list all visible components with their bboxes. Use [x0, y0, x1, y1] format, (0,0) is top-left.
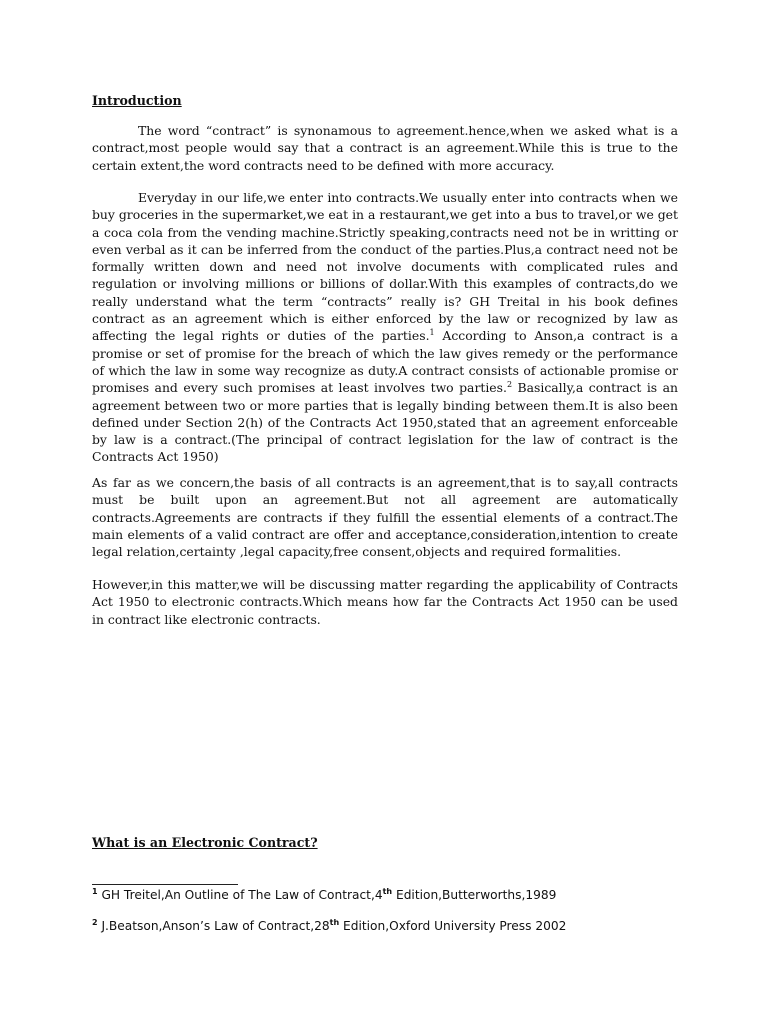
- electronic-contract-heading: What is an Electronic Contract?: [92, 835, 318, 850]
- footnote-2: [92, 918, 692, 934]
- footnote-text: J.Beatson,Anson’s Law of Contract,28: [97, 919, 330, 933]
- footnote-reference-1[interactable]: 1: [429, 328, 435, 338]
- paragraph-text: Basically,a contract is an agreement between two or more parties that is legally binding between them.It is also been defined under Section 2(h) of the Contracts Act 1950,stated that an agreement enforceable by law is a contract.(The principal of contract legislation for the law of contract is the Contracts Act 1950): [92, 380, 678, 465]
- footnote-text: GH Treitel,An Outline of The Law of Contract,4: [97, 888, 383, 902]
- footnote-reference-2[interactable]: 2: [506, 380, 513, 390]
- paragraph-everyday-contracts: [92, 189, 678, 466]
- footnote-text: Edition,Oxford University Press 2002: [339, 919, 567, 933]
- footnote-ordinal: th: [329, 917, 340, 927]
- footnote-ordinal: th: [382, 886, 393, 896]
- introduction-heading: Introduction: [92, 93, 182, 108]
- footnote-mark: 2: [92, 917, 98, 927]
- paragraph-text: According to Anson,a contract is a promise or set of promise for the breach of which the law gives remedy or the performance of which the law in some way recognize as duty.A contract consists of actionable promise or promises and every such promises at least involves two parties.: [92, 328, 678, 396]
- paragraph-elements: As far as we concern,the basis of all contracts is an agreement,that is to say,all contracts must be built upon an agreement.But not all agreement are automatically contracts.Agreements are contracts if they fulfill the essential elements of a contract.The main elements of a valid contract are offer and acceptance,consideration,intention to create legal relation,certainty ,legal capacity,free consent,objects and required formalities.: [92, 475, 678, 560]
- footnote-separator: [92, 884, 238, 885]
- paragraph-definition: The word “contract” is synonamous to agreement.hence,when we asked what is a contract,most people would say that a contract is an agreement.While this is true to the certain extent,the word contracts need to be defined with more accuracy.: [92, 123, 678, 173]
- paragraph-text: Everyday in our life,we enter into contracts.We usually enter into contracts when we buy groceries in the supermarket,we eat in a restaurant,we get into a bus to travel,or we get a coca cola from the vending machine.Strictly speaking,contracts need not be in writting or even verbal as it can be inferred from the conduct of the parties.Plus,a contract need not be formally written down and need not involve documents with complicated rules and regulation or involving millions or billions of dollar.With this examples of contracts,do we really understand what the term “contracts” really is? GH Treital in his book defines contract as an agreement which is either enforced by the law or recognized by law as affecting the legal rights or duties of the parties.: [92, 190, 678, 344]
- footnote-1: [92, 887, 692, 903]
- footnote-mark: 1: [92, 886, 98, 896]
- footnote-text: Edition,Butterworths,1989: [392, 888, 557, 902]
- paragraph-scope: However,in this matter,we will be discussing matter regarding the applicability of Contracts Act 1950 to electronic contracts.Which means how far the Contracts Act 1950 can be used in contract like electronic contracts.: [92, 577, 678, 627]
